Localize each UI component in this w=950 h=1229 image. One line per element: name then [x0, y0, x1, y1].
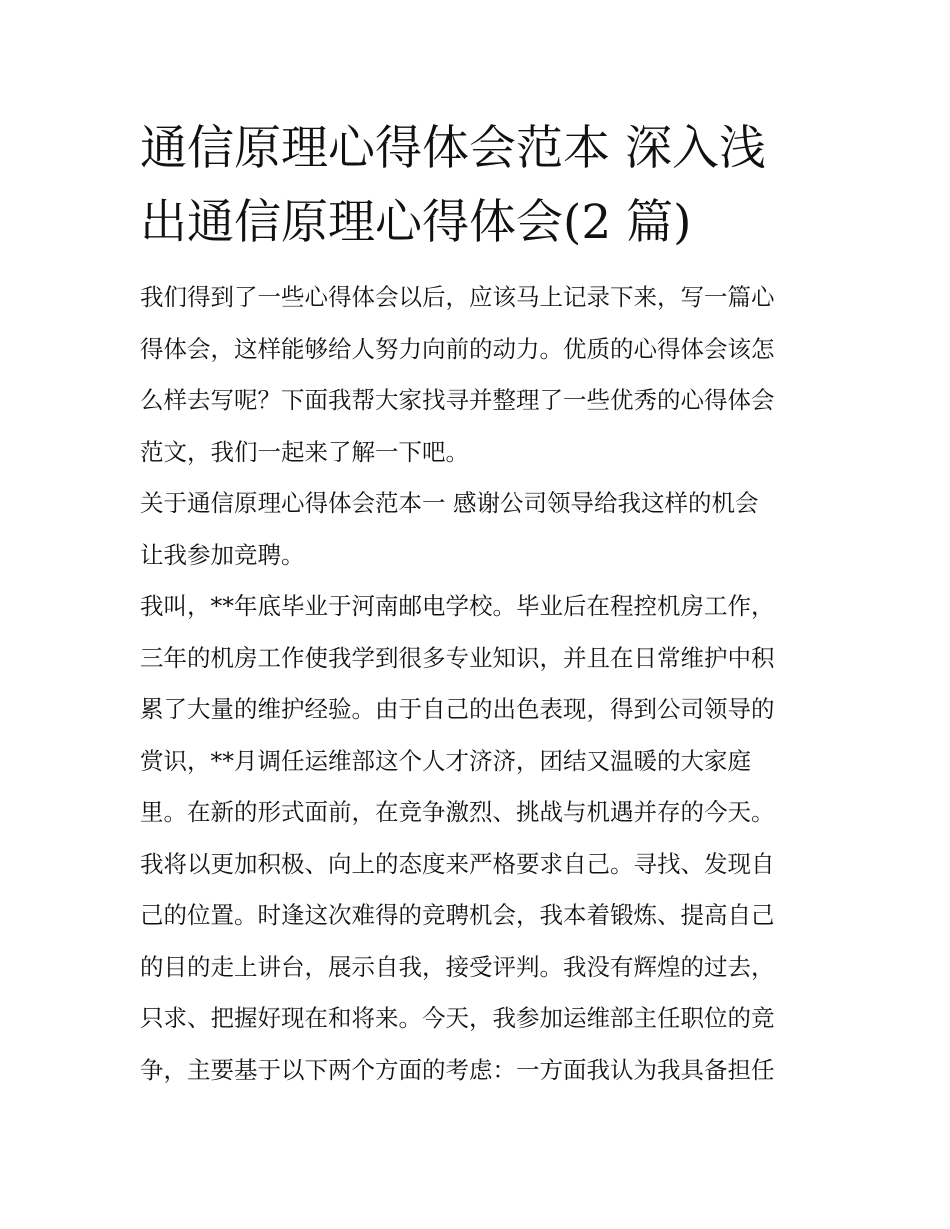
text-line: 我叫，**年底毕业于河南邮电学校。毕业后在程控机房工作，: [140, 592, 775, 620]
text-line: 么样去写呢？下面我帮大家找寻并整理了一些优秀的心得体会: [140, 386, 775, 414]
title-line: 通信原理心得体会范本 深入浅: [140, 121, 766, 176]
text-line: 赏识，**月调任运维部这个人才济济，团结又温暖的大家庭: [140, 746, 751, 775]
text-line: 三年的机房工作使我学到很多专业知识，并且在日常维护中积: [140, 643, 775, 672]
document-title: [140, 112, 820, 260]
text-line: 的目的走上讲台，展示自我，接受评判。我没有辉煌的过去，: [140, 952, 775, 981]
text-line: 让我参加竞聘。: [140, 540, 305, 569]
document-page: [140, 112, 820, 1096]
paragraph-body: [140, 581, 820, 1096]
text-line: 得体会，这样能够给人努力向前的动力。优质的心得体会该怎: [140, 334, 775, 363]
text-line: 己的位置。时逢这次难得的竞聘机会，我本着锻炼、提高自己: [140, 901, 775, 929]
paragraph-section-heading: [140, 478, 820, 581]
text-line: 里。在新的形式面前，在竞争激烈、挑战与机遇并存的今天。: [140, 798, 775, 826]
text-line: 只求、把握好现在和将来。今天，我参加运维部主任职位的竞: [140, 1004, 775, 1032]
text-line: 范文，我们一起来了解一下吧。: [140, 437, 469, 466]
text-line: 我们得到了一些心得体会以后，应该马上记录下来，写一篇心: [140, 283, 775, 311]
text-line: 关于通信原理心得体会范本一 感谢公司领导给我这样的机会: [140, 489, 759, 517]
text-line: 我将以更加积极、向上的态度来严格要求自己。寻找、发现自: [140, 849, 775, 878]
text-line: 争，主要基于以下两个方面的考虑：一方面我认为我具备担任: [140, 1055, 775, 1084]
paragraph-intro: [140, 272, 820, 478]
text-line: 累了大量的维护经验。由于自己的出色表现，得到公司领导的: [140, 695, 775, 723]
title-line: 出通信原理心得体会(2 篇): [140, 195, 692, 250]
